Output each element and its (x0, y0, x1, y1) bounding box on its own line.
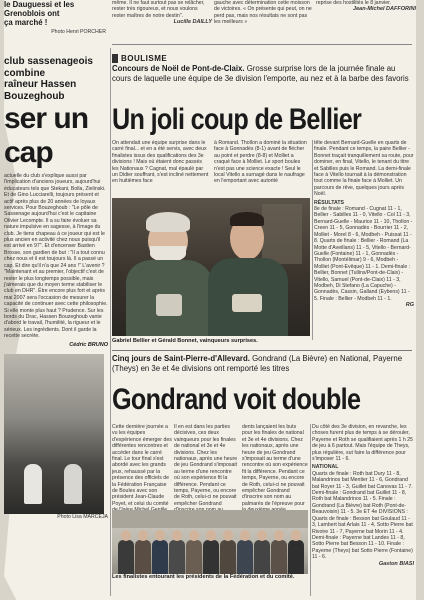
article2-photo (112, 510, 308, 574)
article2-deck (112, 354, 412, 380)
background-door (262, 204, 302, 264)
article2-results-intro: Du côté des 3e division, en revanche, les choses furent plus de temps à se dérouler, Payerne et Roth se qualifiaient après 1 h 25 de jeu à 6 partout. Mais l'équipe de Theys, plus régulière, sut faire la différence pour s'imposer 11 - 6. (312, 424, 413, 463)
article2-deck-rest: Gondrand (La Bièvre) en National, Payerne (Theys) en 3e et 4e divisions ont remporté les titres (112, 354, 403, 373)
article2-results (312, 424, 414, 598)
top-left-line-1: Ie Dauguessi et les Grenoblois ont (4, 0, 75, 18)
rubric-bar (112, 48, 412, 62)
top-mid-credit: Lucille DAILLY (173, 19, 212, 26)
article-divider (112, 350, 412, 351)
article2-body-col-1: Cette dernière journée a vu les équipes d'expérience émerger des différentes rencontres et accéder dans le carré final. Le tour final s'est abordé avec les grands jeux, rehaussé par la présence des officiels de la Fédération Française de Boules avec son président Jean-Claude Poyet, et celui du comité (112, 424, 172, 507)
left-photo (4, 354, 104, 514)
person-body (118, 540, 134, 574)
article2-results-credit: Gaston BIASI (378, 560, 414, 567)
left-article (4, 56, 108, 596)
person-body (169, 540, 185, 574)
article2-body-col-3: dents lançaient les buts pour les finales de national et 3e et 4e divisions. Chez les nationaux, après une heure de jeu Gondrand s'imposait au terme d'une rencontre où son expérience fit la différence. Pendant ce temps, Payerne, ou encore de Roth, celui-ci ne pouvait empêcher Gondrand d'inscrire son nom au palmarès de l'épreuve pour (242, 424, 308, 507)
article1-results (314, 140, 414, 344)
top-right-credit: Jean-Michel DAFFORINI (353, 6, 416, 13)
person-head (206, 530, 216, 541)
top-left-credit: Photo Henri PORCHER (51, 29, 106, 35)
person-body (271, 540, 287, 574)
person-body (203, 540, 219, 574)
top-mid-text: même. Il ne faut surtout pas se relâcher, rester très rigoureux, et nous voulons rester maîtres de notre destin". (112, 0, 205, 19)
left-headline-big: ser un cap (4, 102, 89, 169)
person-head (121, 530, 131, 541)
top-right-text: reprise des hostilités le 8 janvier. (316, 0, 391, 6)
article1-results-credit: RG (405, 302, 414, 309)
person-head (291, 530, 301, 541)
article2-deck-bold: Cinq jours de Saint-Pierre-d'Allevard. (112, 354, 250, 363)
article2-caption: Les finalistes entourant les présidents de la Fédération et du comité. (112, 574, 295, 580)
person-body (254, 540, 270, 574)
article2-headline: Gondrand voit double (112, 383, 361, 416)
left-credit: Cédric BRUNO (69, 341, 108, 348)
top-mid2-fragment: gauche avec détermination cette moisson de victoires. « On présente qui peut, on ne perd pas, mais nos résultats ne sont pas les meilleurs » (214, 0, 312, 26)
left-photo-credit: Photo Lisa MARCEJA (57, 513, 108, 520)
person-hair (146, 212, 190, 232)
trophy-plaque (156, 294, 182, 316)
article1-body-col-1: On attendait une équipe surprise dans le carré final... et en a été servis, avec deux finalistes issus des qualifications des 3e divisions ! Mais où étaient donc passés les Nationaux ? Cagnat, mal épaulé par un Didier souffrant, s'est incliné nettement en huitièmes face (112, 140, 209, 185)
top-right-fragment (316, 0, 416, 18)
article2-results-label: NATIONAL (312, 464, 339, 471)
top-left-fragment (4, 0, 106, 40)
person-body (237, 540, 253, 574)
article1-deck-rest: Grosse surprise lors de la journée finale au cours de laquelle une équipe de 3e division l'emporte, au nez et à la barbe des favoris (112, 64, 409, 83)
trophy-plaque (232, 294, 262, 312)
player-figure (24, 464, 42, 504)
article1-deck-bold: Concours de Noël de Pont-de-Claix. (112, 64, 245, 73)
person-head (274, 530, 284, 541)
rubric-label: BOULISME (112, 54, 167, 63)
person-body (135, 540, 151, 574)
person-hair (230, 212, 264, 226)
article1-headline: Un joli coup de Bellier (112, 103, 362, 136)
left-headline-line-1: club sassenageois combine (4, 56, 93, 79)
person-head (155, 530, 165, 541)
article1-caption: Gabriel Bellier et Gérald Bonnet, vainqueurs surprises. (112, 338, 258, 344)
banner (112, 510, 308, 528)
person-body (288, 540, 304, 574)
column-divider (310, 424, 311, 596)
left-headline-line-2: raîneur Hassen Bouzeghoub (4, 79, 77, 102)
article2-results-body: Quarts de finale : Roth bat Dury 11 - 8, Malandrinos bat Mentier 11 - 6, Gondrand bat Royer 11 - 3, Guillet bat Canovas 11 - 7. Demi-finale : Gondrand bat Guillet 11 - 8, Roth bat Malandrinos 11 - 5. Finale : Gondrand (La Bièvre) bat Roth (Pont-de-Beauvoisin) 11 - 5. 3e ET 4e DIVISIONS : Quarts de finale : Besson bat Goulaud 11 - 3, Lambert bat Arlais 11 - 4, Sotto Pierre bat Rivoire 11 - 7, Payerne bat Morin 11 - 4. Demi-finale : Payerne bat Landes 11 - 8, Sotto Pierre bat Besson 11 - 10. Finale : Payerne (Theys) bat Sotto Pierre (Fontaine) 11 - 6. (312, 470, 413, 561)
article1-body-col-2: à Romand. Thollon a dominé la situation face à Gonnadès (8-1) avant de flécher au point et perdre (8-8) et Molliet a craqué face à Molliet. Le sport boules n'est pas une science exacte ! Seul le local Vitello a surnagé dans le naufrage en l'emportant avec autorité (214, 140, 307, 185)
person-head (223, 530, 233, 541)
left-body: actuelle du club s'explique aussi par l'implication d'anciens joueurs, aujourd'hui éducateurs tels que Stekani, Bolla, Zielinski. Et de Gino Lucciarelli, toujours présent et actif après plus de 20 années de loyaux services. Pour Bouzeghoub : "Le pôle de Sassenage aujourd'hui c'est le capitaine Olivier Lecompte. Il a su faire évoluer sa nature impulsive en sagesse, à l'image du club. Je tiens chapeau à ce joueur qui est le plus ancien en activité chez nous puisqu'il est arrivé en 97". Et d'encenser Bastien Brosse, son gardien de but : "Il a tout connu chez nous et il est toujours là. Il a passé un cap. Et dire qu'il n'a que 24 ans !" L'avenir ? "Maintenant et au premier, l'objectif c'est de rester le plus longtemps possible, mais j'aimerais que du moyen terme stabiliser le club en DHR". Être encore plus fort et après mai 2007 sera l'occasion de mesurer la capacité de continuer avec cette philosophie. Si elle monte plus haut ? Prudence. Sur les bords du Drac, Hassen Bouzeghoub vante d'abord le travail, l'humilité, la rigueur et le sérieux. Les ingrédients. Dont il garde la recette secrète. (4, 173, 108, 340)
article1-results-intro: tête devant Bernard-Guelle en quarts de finale. Pendant ce temps, la paire Bellier - Bonnet traçait tranquillement sa route, pour dominer, en final, Vitello, le tenant du titre et Sabilles puis le Romand. La demi-finale face à Vitello tournait à la démonstration tout comme la finale face à Molliet. Un parcours de rêve, quelques jours après Noël. (314, 140, 414, 198)
top-divider (112, 44, 412, 45)
top-left-line-2: ça marché ! (4, 18, 48, 27)
article1-results-body: 8e de finale : Romand - Cugnat 11 - 1, Bellier - Sabilles 11 - 0, Vitello - Col 11 - 3, Bernard-Guelle - Maurice 11 - 10, Thollon - Creen 11 - 5, Gonnadès - Bourrier 11 - 2, Molliet - Morel 8 - 6, Modbeh - Puissat 11 - 8. Quarts de finale : Bellier - Romand (La Motte d'Aveillans) 11 - 5, Vitello - Bernard-Guelle (Fontaine) 11 - 1, Gonnadès - Thollon (Montélimar) 9 - 6, Modbeh - Molliet (Pont-Evêque) 11 - 1. Demi-finale : Bellier, Bonnet (Tullins/Pont-de-Claix) - Vitello, Samuel (Pont-de-Claix) 11 - 3, Modbeh, Di Stefano (La Capuche) - Gonnadès, Cassin, Galland (Eybens) 11 - 5. Finale : Bellier - Modbeh 11 - 1. (314, 206, 413, 302)
article1-deck (112, 64, 412, 98)
article1-photo (112, 198, 310, 336)
person-head (172, 530, 182, 541)
person-body (186, 540, 202, 574)
person-body (220, 540, 236, 574)
person-head (138, 530, 148, 541)
person-body (152, 540, 168, 574)
article2-body-col-2: Il en est dans les parties décisives, ces deux vainqueurs pour les finales de national et 3e et 4e divisions. Chez les nationaux, après une heure de jeu Gondrand s'imposait au terme d'une rencontre où son expérience fit la différence. Pendant ce temps, Payerne, ou encore de Roth, celui-ci ne pouvait empêcher Gondrand (174, 424, 238, 507)
person-head (257, 530, 267, 541)
column-divider (110, 48, 111, 596)
player-figure (64, 464, 82, 504)
person-head (189, 530, 199, 541)
column-divider (312, 140, 313, 340)
top-mid-fragment (112, 0, 212, 36)
article1-results-label: RÉSULTATS (314, 199, 344, 206)
person-head (240, 530, 250, 541)
